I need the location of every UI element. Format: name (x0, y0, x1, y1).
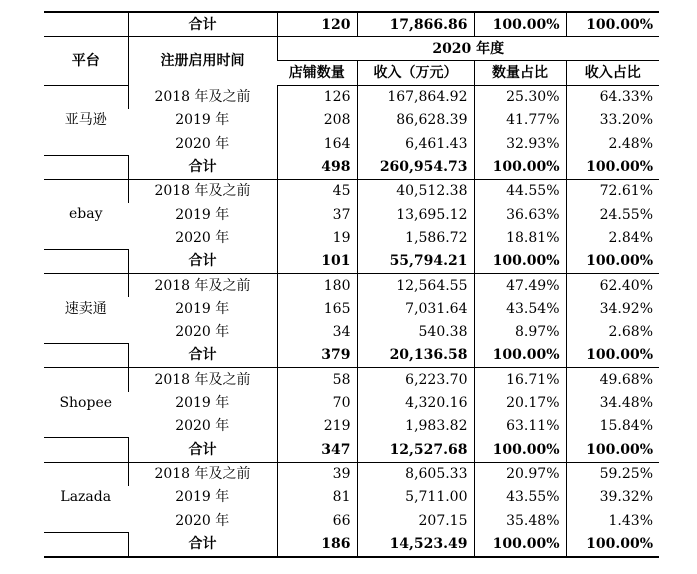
rev-pct-cell: 59.25% (566, 462, 659, 486)
header-year: 2020 年度 (277, 37, 659, 61)
stores-cell: 186 (277, 532, 357, 557)
group-total-row (44, 532, 659, 557)
qty-pct-cell: 16.71% (474, 368, 566, 392)
top-summary-label: 合计 (128, 12, 277, 37)
qty-pct-cell: 25.30% (474, 85, 566, 109)
rev-pct-cell: 49.68% (566, 368, 659, 392)
total-blank-cell (44, 344, 128, 368)
stores-cell: 39 (277, 462, 357, 486)
qty-pct-cell: 20.97% (474, 462, 566, 486)
group-total-row (44, 344, 659, 368)
table-row (44, 109, 659, 132)
header-col-stores: 店铺数量 (277, 61, 357, 85)
period-cell: 2019 年 (175, 300, 230, 317)
header-platform: 平台 (44, 37, 128, 85)
period-cell: 2020 年 (175, 229, 230, 246)
period-cell: 2018 年及之前 (128, 179, 277, 203)
top-summary-row (44, 12, 659, 37)
platform-name: 亚马逊 (44, 85, 128, 155)
stores-cell: 165 (277, 297, 357, 320)
platform-store-revenue-table (44, 11, 659, 558)
header-reg-time: 注册启用时间 (128, 37, 277, 85)
qty-pct-cell: 41.77% (474, 109, 566, 132)
revenue-cell: 12,527.68 (357, 438, 474, 462)
platform-name: Shopee (44, 368, 128, 438)
qty-pct-cell: 100.00% (474, 249, 566, 273)
revenue-cell: 7,031.64 (357, 297, 474, 320)
period-cell: 2020 年 (175, 324, 230, 341)
stores-cell: 37 (277, 203, 357, 226)
rev-pct-cell: 24.55% (566, 203, 659, 226)
total-blank-cell (44, 155, 128, 179)
table-row (44, 509, 659, 532)
qty-pct-cell: 8.97% (474, 320, 566, 343)
total-label: 合计 (128, 344, 277, 368)
total-label: 合计 (128, 155, 277, 179)
group-total-row (44, 249, 659, 273)
table-row (44, 486, 659, 509)
period-cell: 2019 年 (175, 395, 230, 412)
qty-pct-cell: 63.11% (474, 415, 566, 438)
revenue-cell: 4,320.16 (357, 392, 474, 415)
total-label: 合计 (128, 249, 277, 273)
header-row (44, 37, 659, 61)
qty-pct-cell: 20.17% (474, 392, 566, 415)
stores-cell: 66 (277, 509, 357, 532)
stores-cell: 164 (277, 132, 357, 155)
period-cell: 2020 年 (175, 418, 230, 435)
stores-cell: 19 (277, 226, 357, 249)
rev-pct-cell: 34.92% (566, 297, 659, 320)
qty-pct-cell: 43.54% (474, 297, 566, 320)
table-row (44, 462, 659, 486)
rev-pct-cell: 100.00% (566, 155, 659, 179)
stores-cell: 70 (277, 392, 357, 415)
revenue-cell: 260,954.73 (357, 155, 474, 179)
rev-pct-cell: 64.33% (566, 85, 659, 109)
qty-pct-cell: 100.00% (474, 532, 566, 557)
stores-cell: 34 (277, 320, 357, 343)
stores-cell: 101 (277, 249, 357, 273)
header-col-qty-pct: 数量占比 (474, 61, 566, 85)
revenue-cell: 1,586.72 (357, 226, 474, 249)
table-row (44, 415, 659, 438)
total-label: 合计 (128, 532, 277, 557)
stores-cell: 347 (277, 438, 357, 462)
rev-pct-cell: 2.68% (566, 320, 659, 343)
rev-pct-cell: 100.00% (566, 532, 659, 557)
platform-name: Lazada (44, 462, 128, 532)
revenue-cell: 12,564.55 (357, 274, 474, 298)
revenue-cell: 6,223.70 (357, 368, 474, 392)
rev-pct-cell: 15.84% (566, 415, 659, 438)
qty-pct-cell: 36.63% (474, 203, 566, 226)
revenue-cell: 5,711.00 (357, 486, 474, 509)
qty-pct-cell: 18.81% (474, 226, 566, 249)
qty-pct-cell: 32.93% (474, 132, 566, 155)
revenue-cell: 167,864.92 (357, 85, 474, 109)
top-summary-qty-pct: 100.00% (474, 12, 566, 37)
table-row (44, 132, 659, 155)
rev-pct-cell: 2.84% (566, 226, 659, 249)
rev-pct-cell: 33.20% (566, 109, 659, 132)
table-row (44, 85, 659, 109)
period-cell: 2018 年及之前 (128, 274, 277, 298)
period-cell: 2018 年及之前 (128, 462, 277, 486)
revenue-cell: 540.38 (357, 320, 474, 343)
stores-cell: 45 (277, 179, 357, 203)
stores-cell: 58 (277, 368, 357, 392)
group-total-row (44, 438, 659, 462)
table-row (44, 392, 659, 415)
revenue-cell: 86,628.39 (357, 109, 474, 132)
rev-pct-cell: 62.40% (566, 274, 659, 298)
period-cell: 2018 年及之前 (128, 85, 277, 109)
stores-cell: 81 (277, 486, 357, 509)
table-row (44, 368, 659, 392)
header-col-revenue: 收入（万元） (357, 61, 474, 85)
period-cell: 2019 年 (175, 206, 230, 223)
revenue-cell: 207.15 (357, 509, 474, 532)
period-cell: 2020 年 (175, 512, 230, 529)
stores-cell: 208 (277, 109, 357, 132)
table-row (44, 179, 659, 203)
stores-cell: 379 (277, 344, 357, 368)
qty-pct-cell: 44.55% (474, 179, 566, 203)
revenue-cell: 6,461.43 (357, 132, 474, 155)
revenue-cell: 14,523.49 (357, 532, 474, 557)
revenue-cell: 20,136.58 (357, 344, 474, 368)
stores-cell: 219 (277, 415, 357, 438)
total-blank-cell (44, 438, 128, 462)
table-row (44, 297, 659, 320)
revenue-cell: 40,512.38 (357, 179, 474, 203)
rev-pct-cell: 100.00% (566, 344, 659, 368)
rev-pct-cell: 100.00% (566, 249, 659, 273)
period-cell: 2018 年及之前 (128, 368, 277, 392)
group-total-row (44, 155, 659, 179)
revenue-cell: 1,983.82 (357, 415, 474, 438)
rev-pct-cell: 72.61% (566, 179, 659, 203)
rev-pct-cell: 2.48% (566, 132, 659, 155)
qty-pct-cell: 35.48% (474, 509, 566, 532)
rev-pct-cell: 39.32% (566, 486, 659, 509)
top-summary-rev-pct: 100.00% (566, 12, 659, 37)
table-row (44, 320, 659, 343)
qty-pct-cell: 100.00% (474, 438, 566, 462)
total-blank-cell (44, 249, 128, 273)
rev-pct-cell: 1.43% (566, 509, 659, 532)
revenue-cell: 13,695.12 (357, 203, 474, 226)
period-cell: 2020 年 (175, 135, 230, 152)
revenue-cell: 8,605.33 (357, 462, 474, 486)
top-summary-stores: 120 (277, 12, 357, 37)
period-cell: 2019 年 (175, 489, 230, 506)
stores-cell: 498 (277, 155, 357, 179)
platform-name: ebay (44, 179, 128, 249)
qty-pct-cell: 100.00% (474, 344, 566, 368)
header-col-rev-pct: 收入占比 (566, 61, 659, 85)
qty-pct-cell: 43.55% (474, 486, 566, 509)
stores-cell: 180 (277, 274, 357, 298)
qty-pct-cell: 100.00% (474, 155, 566, 179)
top-summary-revenue: 17,866.86 (357, 12, 474, 37)
platform-name: 速卖通 (44, 274, 128, 344)
stores-cell: 126 (277, 85, 357, 109)
rev-pct-cell: 34.48% (566, 392, 659, 415)
rev-pct-cell: 100.00% (566, 438, 659, 462)
revenue-cell: 55,794.21 (357, 249, 474, 273)
qty-pct-cell: 47.49% (474, 274, 566, 298)
total-blank-cell (44, 532, 128, 557)
table-row (44, 226, 659, 249)
table-row (44, 203, 659, 226)
table-row (44, 274, 659, 298)
top-summary-blank (44, 12, 128, 37)
total-label: 合计 (128, 438, 277, 462)
period-cell: 2019 年 (175, 112, 230, 129)
